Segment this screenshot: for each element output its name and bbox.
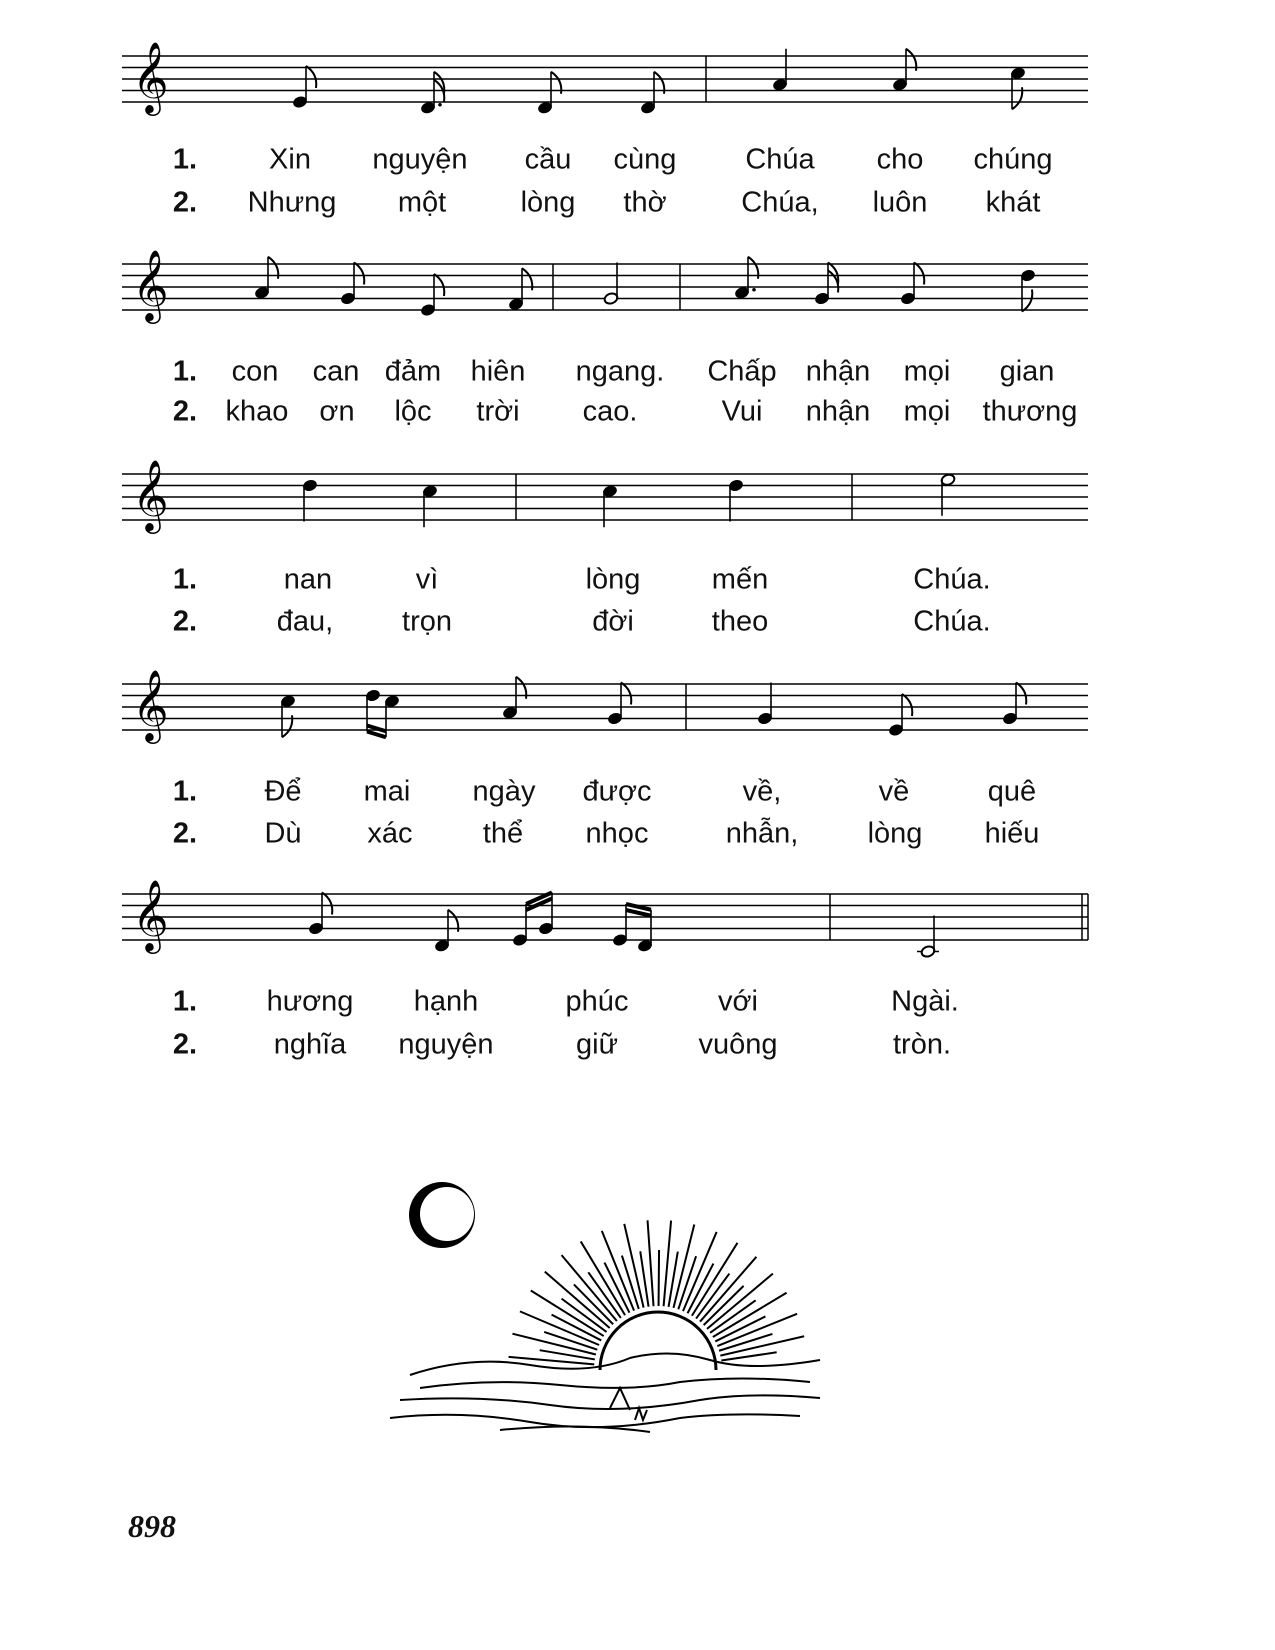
lyric-word: mến (711, 563, 769, 596)
note-E4-16 (512, 904, 527, 947)
note-A4-8 (254, 257, 278, 300)
lyric-word: khát (985, 186, 1041, 219)
lyric-word: Ngài. (891, 985, 959, 1018)
lyric-word: gian (999, 355, 1055, 388)
lyric-word: với (718, 985, 758, 1018)
verse-number: 1. (172, 985, 198, 1018)
lyric-word: phúc (565, 985, 629, 1018)
lyric-word: thể (482, 817, 524, 850)
staff-system-5 (122, 878, 1088, 958)
lyric-word: Chúa. (913, 605, 991, 638)
staff-system-4 (122, 668, 1088, 744)
note-G4-4 (757, 683, 772, 726)
lyric-word: thờ (623, 186, 667, 219)
lyric-word: Vui (721, 395, 763, 428)
lyric-word: nan (283, 563, 333, 596)
lyric-word: đời (592, 605, 634, 638)
verse-number: 1. (172, 563, 198, 596)
lyric-word: luôn (872, 186, 928, 219)
landscape (390, 1353, 820, 1432)
lyric-word: xác (367, 817, 413, 850)
lyric-word: mọi (903, 395, 951, 428)
treble-clef-icon: 𝄞 (132, 40, 169, 113)
lyric-word: giữ (576, 1028, 618, 1061)
verse-number: 2. (172, 186, 198, 219)
lyric-word: Chúa (745, 143, 815, 176)
note-C5-4 (602, 485, 617, 528)
note-D5-8 (1020, 269, 1035, 312)
lyric-word: nhẫn, (725, 817, 799, 850)
lyric-word: về, (742, 775, 782, 808)
note-A4-8 (502, 677, 526, 720)
lyric-word: quê (987, 775, 1037, 808)
verse-number: 1. (172, 143, 198, 176)
lyric-word: ngang. (575, 355, 665, 388)
verse-number: 1. (172, 775, 198, 808)
note-C5-4 (422, 485, 437, 528)
note-C5-8 (280, 695, 295, 738)
note-D5-4 (728, 479, 743, 522)
note-D4-8 (537, 72, 561, 115)
lyric-word: Chúa, (741, 186, 819, 219)
lyric-word: mai (363, 775, 411, 808)
lyric-word: nguyện (398, 1028, 494, 1061)
verse-number: 2. (172, 817, 198, 850)
lyric-word: đảm (384, 355, 442, 388)
verse-number: 2. (172, 605, 198, 638)
note-A4-8 (734, 257, 758, 300)
lyric-word: nghĩa (273, 1028, 347, 1061)
lyric-word: ngày (472, 775, 536, 808)
lyric-word: được (582, 775, 652, 808)
lyric-word: tròn. (892, 1028, 952, 1061)
staff-system-3 (122, 458, 1088, 534)
lyric-word: ơn (319, 395, 355, 428)
lyric-word: khao (225, 395, 289, 428)
lyric-word: nguyện (372, 143, 468, 176)
lyric-word: can (312, 355, 360, 388)
lyric-word: Nhưng (247, 186, 337, 219)
lyric-word: Xin (269, 143, 311, 176)
treble-clef-icon: 𝄞 (132, 248, 169, 321)
note-E5-2 (940, 473, 955, 516)
treble-clef-icon: 𝄞 (132, 458, 169, 531)
note-A4-8 (892, 49, 916, 92)
lyric-word: hiên (470, 355, 526, 388)
page-number: 898 (128, 1508, 176, 1544)
note-D5-4 (302, 479, 317, 522)
lyric-word: trời (476, 395, 520, 428)
lyric-word: về (878, 775, 910, 808)
note-D4-8 (640, 72, 664, 115)
sunrise-illustration (380, 1160, 840, 1460)
lyric-word: cao. (582, 395, 638, 428)
treble-clef-icon: 𝄞 (132, 878, 169, 951)
note-E4-16 (612, 904, 627, 947)
note-C4-2 (917, 916, 939, 959)
lyric-word: nhận (805, 355, 871, 388)
lyric-word: chúng (973, 143, 1053, 176)
staff-system-2 (122, 248, 1088, 324)
lyric-word: lộc (394, 395, 432, 428)
lyric-word: một (397, 186, 447, 219)
note-D4-8 (434, 910, 458, 953)
lyric-word: hạnh (413, 985, 479, 1018)
lyric-word: mọi (903, 355, 951, 388)
lyric-word: thương (982, 395, 1078, 428)
lyric-word: đau, (276, 605, 334, 638)
verse-number: 2. (172, 395, 198, 428)
lyric-word: lòng (867, 817, 923, 850)
note-G4-2 (603, 263, 618, 306)
verse-number: 2. (172, 1028, 198, 1061)
sun-disc (600, 1312, 716, 1370)
moon-icon (409, 1182, 475, 1248)
lyric-word: nhận (805, 395, 871, 428)
lyric-word: theo (711, 605, 769, 638)
note-F4-8 (508, 268, 532, 311)
lyric-word: nhọc (585, 817, 649, 850)
lyric-word: lòng (520, 186, 576, 219)
note-D4-16 (420, 72, 444, 115)
lyric-word: lòng (585, 563, 641, 596)
lyric-word: cùng (613, 143, 677, 176)
lyric-word: con (231, 355, 279, 388)
lyric-word: trọn (402, 605, 452, 638)
lyric-word: hương (266, 985, 354, 1018)
lyric-word: Để (264, 775, 302, 808)
staff-system-1 (122, 40, 1088, 116)
lyric-word: Chấp (707, 355, 777, 388)
lyric-word: hiếu (984, 817, 1040, 850)
lyric-word: cho (876, 143, 924, 176)
note-A4-4 (772, 49, 787, 92)
lyric-word: vì (415, 563, 439, 596)
lyric-word: Dù (264, 817, 302, 850)
note-C5-8 (1010, 67, 1025, 110)
lyric-word: vuông (698, 1028, 778, 1061)
verse-number: 1. (172, 355, 198, 388)
lyric-word: Chúa. (913, 563, 991, 596)
note-C5-16 (384, 695, 399, 738)
treble-clef-icon: 𝄞 (132, 668, 169, 741)
lyric-word: cầu (524, 143, 572, 176)
